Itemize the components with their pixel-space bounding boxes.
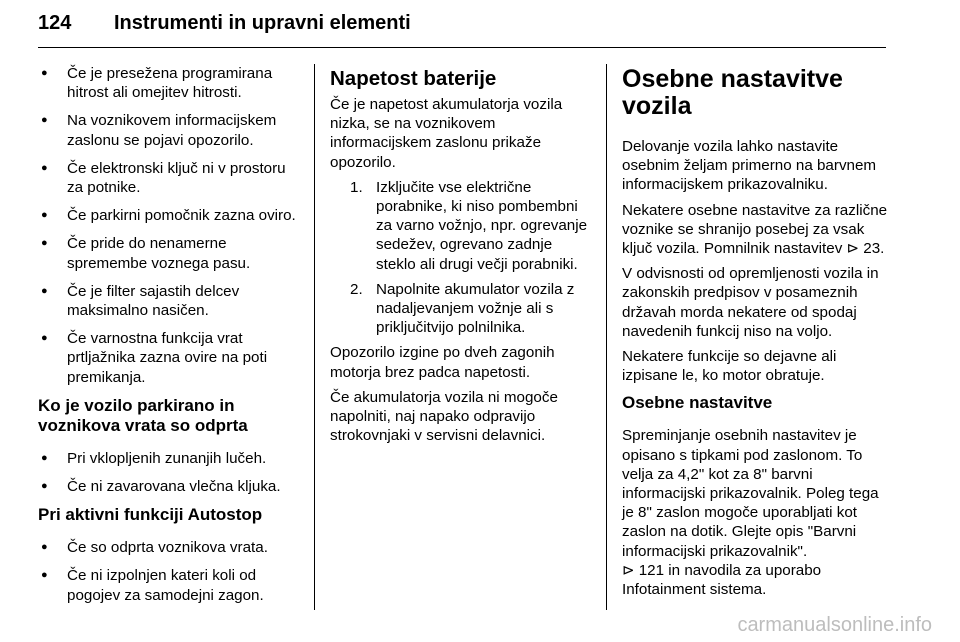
list-item: ● Če ni izpolnjen kateri koli od pogojev za samodejni zagon.: [38, 566, 302, 604]
section-heading-autostop: Pri aktivni funkciji Autostop: [38, 505, 263, 525]
list-item: ● Če ni zavarovana vlečna kljuka.: [38, 477, 302, 496]
list-item: ● Če varnostna funkcija vrat prtljažnika zazna ovire na poti premikanja.: [38, 329, 302, 387]
page-title: Instrumenti in upravni elementi: [114, 12, 411, 34]
column-2: [330, 64, 592, 451]
numbered-step: [350, 280, 592, 338]
section-heading-battery: Napetost baterije: [330, 67, 497, 90]
page-reference: 23.: [863, 240, 885, 258]
page-reference: 121 in navodila za uporabo Infotainment sistema.: [622, 561, 822, 599]
page-reference-icon: ⊳: [622, 561, 635, 579]
page-number: 124: [38, 12, 72, 34]
list-item: ● Če je filter sajastih delcev maksimalno nasičen.: [38, 282, 302, 320]
list-item: ● Če elektronski ključ ni v prostoru za potnike.: [38, 159, 302, 197]
list-item: ● Če parkirni pomočnik zazna oviro.: [38, 206, 302, 225]
section-heading-personal-settings: Osebne nastavitve vozila: [622, 65, 843, 120]
numbered-step: [350, 178, 592, 274]
paragraph: Delovanje vozila lahko nastavite osebnim željam primerno na barvnem informacijskem prikazovalniku.: [622, 138, 877, 194]
paragraph: Opozorilo izgine po dveh zagonih motorja brez padca napetosti.: [330, 344, 555, 381]
list-item: ● Na voznikovem informacijskem zaslonu se pojavi opozorilo.: [38, 111, 302, 149]
paragraph: Nekatere funkcije so dejavne ali izpisane le, ko motor obratuje.: [622, 348, 837, 385]
step-number: 1.: [350, 178, 363, 196]
column-divider: [314, 64, 315, 610]
paragraph: Če je napetost akumulatorja vozila nizka, se na voznikovem informacijskem zaslonu prikaže opozorilo.: [330, 96, 563, 171]
page-reference-icon: ⊳: [846, 240, 860, 258]
list-item: ● Pri vklopljenih zunanjih lučeh.: [38, 449, 302, 468]
numbered-list: [330, 178, 592, 338]
page-header: [38, 8, 886, 48]
step-text: Izključite vse električne porabnike, ki niso pombembni za varno vožnjo, npr. ogrevanje sedežev, ogrevano zadnje steklo ali drugi večji porabniki.: [376, 178, 588, 273]
column-1: [38, 64, 302, 614]
paragraph: [622, 201, 890, 259]
column-3: [622, 64, 890, 605]
section-heading-parked: Ko je vozilo parkirano in voznikova vrata so odprta: [38, 395, 248, 435]
paragraph-text: Spreminjanje osebnih nastavitev je opisano s tipkami pod zaslonom. To velja za 4,2" kot za 8" barvni informacijski prikazovalnik. Poleg tega je 8" zaslon mogoče uporabljati kot zaslon na dotik. Glejte opis "Barvni informacijski prikazovalnik".: [622, 427, 879, 560]
list-item: ● Če pride do nenamerne spremembe voznega pasu.: [38, 234, 302, 272]
list-item: ● Če je presežena programirana hitrost ali omejitev hitrosti.: [38, 64, 302, 102]
paragraph: [622, 426, 890, 599]
paragraph: Če akumulatorja vozila ni mogoče napolniti, naj napako odpravijo strokovnjaki v servisni delavnici.: [330, 388, 558, 445]
subsection-heading: Osebne nastavitve: [622, 393, 773, 413]
list-item: ● Če so odprta voznikova vrata.: [38, 538, 302, 557]
watermark: carmanualsonline.info: [737, 614, 932, 636]
step-number: 2.: [350, 280, 363, 298]
paragraph-text: Nekatere osebne nastavitve za različne voznike se shranijo posebej za vsak ključ vozila. Pomnilnik nastavitev: [622, 201, 888, 258]
paragraph: V odvisnosti od opremljenosti vozila in zakonskih predpisov v posameznih državah morda nekatere od spodaj navedenih funkcij niso na voljo.: [622, 265, 879, 340]
step-text: Napolnite akumulator vozila z nadaljevanjem vožnje ali s priključitvijo polnilnika.: [376, 280, 575, 337]
column-divider: [606, 64, 607, 610]
